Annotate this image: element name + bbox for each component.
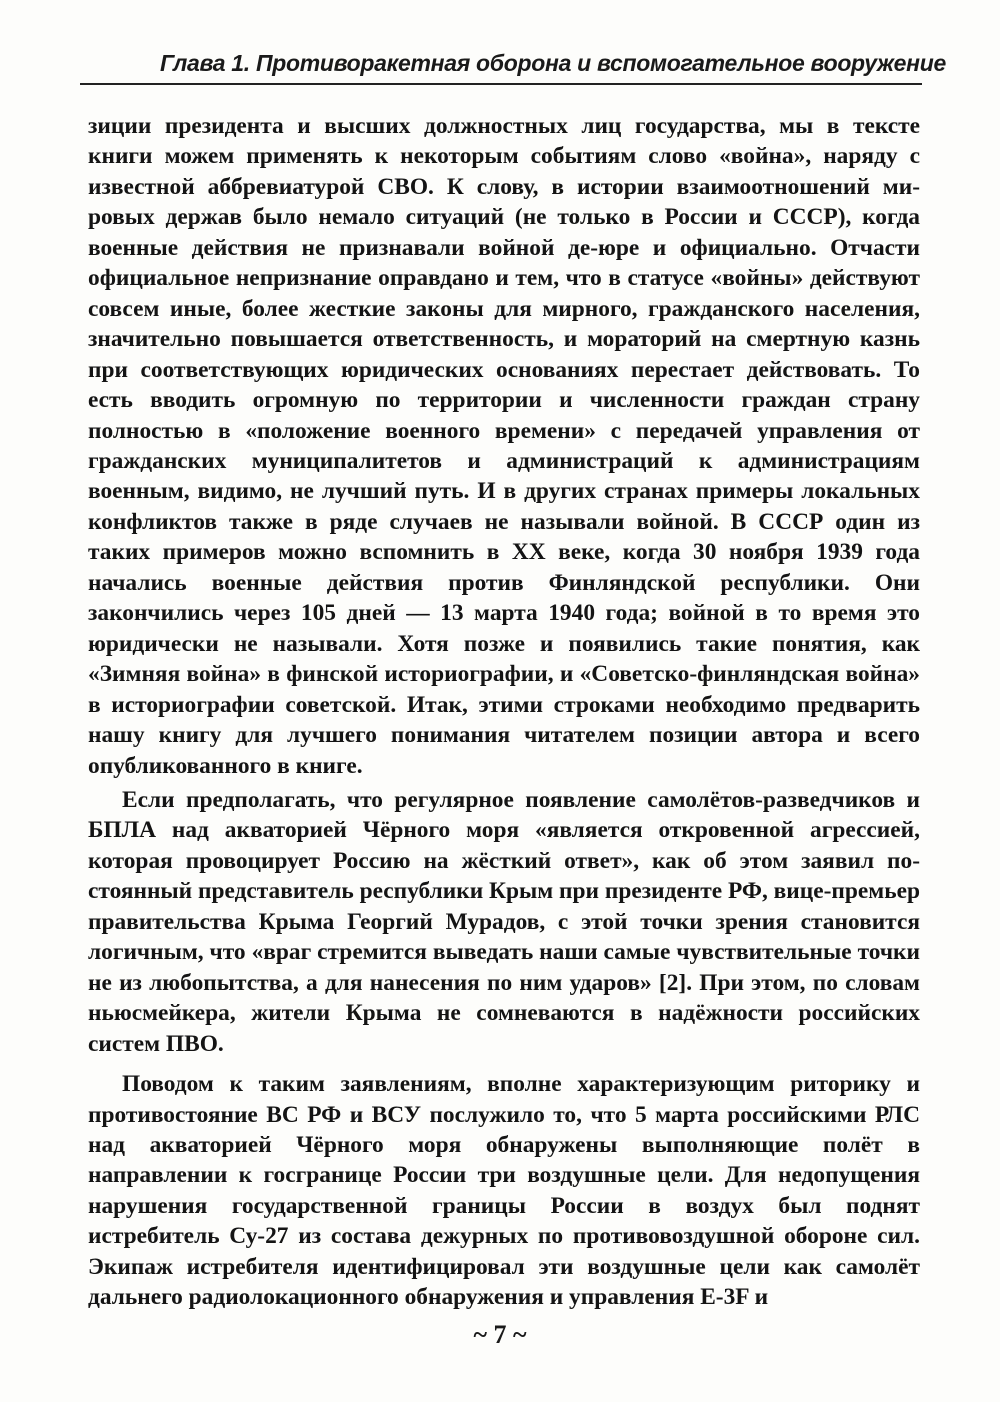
paragraph-1: зиции президента и высших должностных лиц государства, мы в тексте книги можем применять к некоторым событиям слово «война», наряду с известной аббревиатурой СВО. К слову, в истории взаимоотношений мировых держав было немало ситуаций (не только в России и СССР), когда военные действия не признавали войной де-юре и официально. Отчасти официальное непризнание оправдано и тем, что в статусе «войны» действуют совсем иные, более жесткие законы для мирного, гражданского населения, значительно повышается ответственность, и мораторий на смертную казнь при соответствующих юридических основаниях перестает действовать. То есть вводить огромную по территории и численности граждан страну полностью в «положение военного времени» с передачей управления от гражданских муниципалитетов и администраций к администрациям военным, видимо, не лучший путь. И в других странах примеры локальных конфликтов также в ряде случаев не называли войной. В СССР один из таких примеров можно вспомнить в XX веке, когда 30 ноября 1939 года начались военные действия против Финляндской республики. Они закончились через 105 дней — 13 марта 1940 года; войной в то время это юридически не называли. Хотя позже и появились такие понятия, как «Зимняя война» в финской историографии, и «Советско-финляндская война» в историографии советской. Итак, этими строками необходимо предварить нашу книгу для лучшего понимания читателем позиции автора и всего опубликованного в книге. xyxy=(88,113,920,779)
header-rule xyxy=(80,83,922,85)
page-number: ~ 7 ~ xyxy=(473,1320,527,1349)
running-header: Глава 1. Противоракетная оборона и вспомогательное вооружение xyxy=(160,50,946,76)
paragraph-2: Если предполагать, что регулярное появление самолётов-разведчиков и БПЛА над акваторией Чёрного моря «является откровенной агрессией, которая провоцирует Россию на жёсткий ответ», как об этом заявил постоянный представитель республики Крым при президенте РФ, вице-премьер правительства Крыма Георгий Мурадов, с этой точки зрения становится логичным, что «враг стремится выведать наши самые чувствительные точки не из любопытства, а для нанесения по ним ударов» [2]. При этом, по словам ньюсмейкера, жители Крыма не сомневаются в надёжности российских систем ПВО. xyxy=(88,786,920,1057)
body-text xyxy=(88,111,920,1313)
paragraph-3: Поводом к таким заявлениям, вполне характеризующим риторику и противостояние ВС РФ и ВСУ послужило то, что 5 марта российскими РЛС над акваторией Чёрного моря обнаружены выполняющие полёт в направлении к госгранице России три воздушные цели. Для недопущения нарушения государственной границы России в воздух был поднят истребитель Су-27 из состава дежурных по противовоздушной обороне сил. Экипаж истребителя идентифицировал эти воздушные цели как самолёт дальнего радиолокационного обнаружения и управления Е-3F и xyxy=(88,1071,920,1311)
